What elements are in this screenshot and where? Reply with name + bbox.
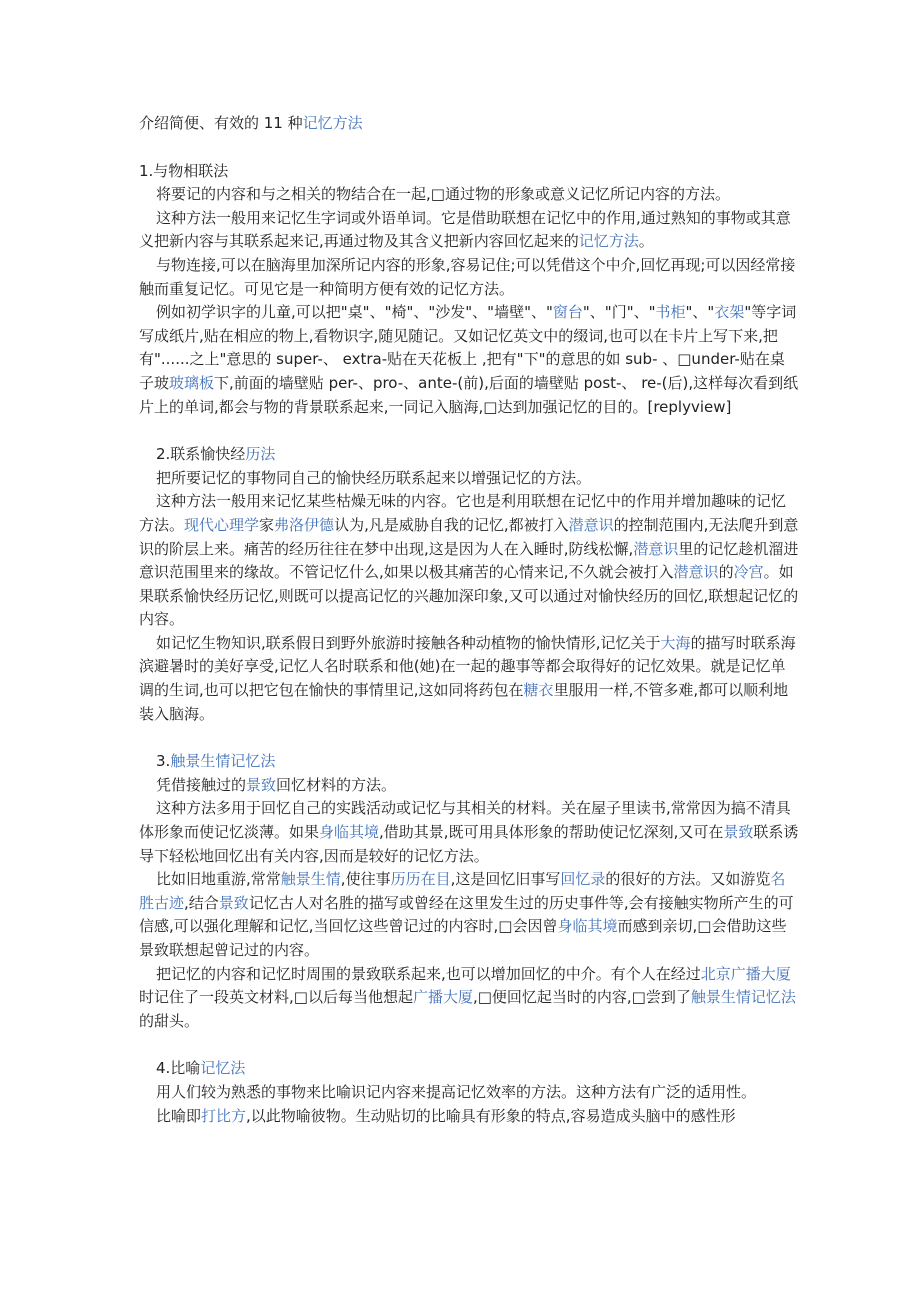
- paragraph: [139, 490, 799, 632]
- paragraph: [139, 1105, 799, 1129]
- term-link[interactable]: 景致: [218, 893, 249, 912]
- text-run: 记忆古人对名胜的描写或曾经在这里发生过的历史事件等,会有接触实物所产生的可信感,可以强化理解和记忆,当回忆这些曾记过的内容时,□会因曾: [139, 893, 794, 936]
- text-run: 介绍简便、有效的 11 种: [139, 114, 303, 132]
- text-run: ,这是回忆旧事写: [450, 870, 561, 889]
- text-run: 用人们较为熟悉的事物来比喻识记内容来提高记忆效率的方法。这种方法有广泛的适用性。: [156, 1082, 757, 1101]
- text-run: 这种方法一般用来记忆生字词或外语单词。它是借助联想在记忆中的作用,通过熟知的事物或其意义把新内容与其联系起来记,再通过物及其含义把新内容回忆起来的: [139, 208, 791, 251]
- term-link[interactable]: 名胜古迹: [139, 870, 786, 912]
- text-run: 里的记忆趁机溜进意识范围里来的缘故。不管记忆什么,如果以极其痛苦的心情来记,不久就会被打入: [139, 539, 799, 582]
- text-run: 与物连接,可以在脑海里加深所记内容的形象,容易记住;可以凭借这个中介,回忆再现;可以因经常接触而重复记忆。可见它是一种简明方便有效的记忆方法。: [139, 255, 796, 298]
- document-title: [139, 112, 799, 136]
- text-run: 比喻即: [156, 1106, 202, 1125]
- text-run: 而感到亲切,□会借助这些景致联想起曾记过的内容。: [139, 917, 787, 959]
- text-run: 例如初学识字的儿童,可以把"桌"、"椅"、"沙发"、"墙壁"、": [156, 303, 553, 322]
- text-run: 。: [638, 232, 654, 251]
- text-run: 的描写时联系海滨避暑时的美好享受,记忆人名时联系和他(她)在一起的趣事等都会取得好的记忆效果。就是记忆单调的生词,也可以把它包在愉快的事情里记,这如同将药包在: [139, 633, 796, 700]
- term-link[interactable]: 身临其境: [319, 823, 380, 842]
- term-link[interactable]: 玻璃板: [169, 373, 215, 392]
- term-link[interactable]: 历历在目: [390, 870, 451, 889]
- text-run: 。如果联系愉快经历记忆,则既可以提高记忆的兴趣加深印象,又可以通过对愉快经历的回忆,联想起记忆的内容。: [139, 563, 799, 629]
- section-heading: [139, 750, 799, 774]
- text-run: 的控制范围内,无法爬升到意识的阶层上来。痛苦的经历往往在梦中出现,这是因为人在入睡时,防线松懈,: [139, 515, 799, 558]
- term-link[interactable]: 糖衣: [523, 681, 554, 700]
- term-link[interactable]: 景致: [246, 775, 277, 794]
- paragraph: [139, 963, 799, 1034]
- paragraph: [139, 774, 799, 798]
- paragraph: [139, 1081, 799, 1105]
- term-link[interactable]: 北京广播大厦: [700, 964, 791, 983]
- term-link[interactable]: 记忆法: [200, 1059, 246, 1078]
- text-run: 回忆材料的方法。: [276, 775, 397, 794]
- term-link[interactable]: 触景生情记忆法: [690, 988, 796, 1007]
- text-run: "等字词写成纸片,贴在相应的物上,看物识字,随见随记。又如记忆英文中的缀词,也可以在卡片上写下来,把有"......之上"意思的 super-、 extra-贴在天花板上 ,把有"下"的意思的如 sub- 、□under-贴在桌子玻: [139, 303, 797, 392]
- term-link[interactable]: 窗台: [552, 303, 583, 322]
- text-run: 3.: [156, 752, 171, 771]
- text-run: 下,前面的墙壁贴 per-、pro-、ante-(前),后面的墙壁贴 post-、 re-(后),这样每次看到纸片上的单词,都会与物的背景联系起来,一同记入脑海,□达到加强记忆的目的。[replyview]: [139, 373, 799, 416]
- text-run: 时记住了一段英文材料,□以后每当他想起: [139, 988, 413, 1007]
- term-link[interactable]: 打比方: [201, 1106, 247, 1125]
- text-run: 的很好的方法。又如游览: [605, 870, 771, 889]
- paragraph: [139, 207, 799, 254]
- term-link[interactable]: 书柜: [655, 303, 686, 322]
- term-link[interactable]: 景致: [723, 823, 754, 842]
- term-link[interactable]: 冷宫: [733, 563, 764, 582]
- text-run: ,以此物喻彼物。生动贴切的比喻具有形象的特点,容易造成头脑中的感性形: [246, 1106, 736, 1125]
- section-1: [139, 160, 799, 420]
- section-2: [139, 443, 799, 726]
- term-link[interactable]: 潜意识: [568, 515, 614, 534]
- paragraph: [139, 467, 799, 491]
- text-run: 把记忆的内容和记忆时周围的景致联系起来,也可以增加回忆的中介。有个人在经过: [156, 964, 701, 983]
- text-run: 把所要记忆的事物同自己的愉快经历联系起来以增强记忆的方法。: [156, 468, 592, 487]
- text-run: 2.联系愉快经: [156, 445, 246, 464]
- text-run: 联系诱导下轻松地回忆出有关内容,因而是较好的记忆方法。: [139, 823, 799, 865]
- term-link[interactable]: 潜意识: [673, 563, 719, 582]
- text-run: 这种方法一般用来记忆某些枯燥无味的内容。它也是利用联想在记忆中的作用并增加趣味的记忆方法。: [139, 492, 787, 534]
- text-run: 家: [259, 515, 275, 534]
- paragraph: [139, 797, 799, 868]
- term-link[interactable]: 触景生情: [280, 870, 341, 889]
- section-heading: [139, 160, 799, 184]
- text-run: 如记忆生物知识,联系假日到野外旅游时接触各种动植物的愉快情形,记忆关于: [156, 633, 661, 652]
- text-run: 凭借接触过的: [156, 775, 247, 794]
- text-run: 4.比喻: [156, 1059, 201, 1078]
- text-run: 比如旧地重游,常常: [156, 870, 281, 889]
- paragraph: [139, 301, 799, 419]
- term-link[interactable]: 记忆方法: [302, 114, 363, 132]
- section-3: [139, 750, 799, 1033]
- text-run: 的甜头。: [139, 1011, 200, 1030]
- paragraph: [139, 254, 799, 301]
- text-run: 这种方法多用于回忆自己的实践活动或记忆与其相关的材料。关在屋子里读书,常常因为搞不清具体形象而使记忆淡薄。如果: [139, 799, 791, 842]
- text-run: 将要记的内容和与之相关的物结合在一起,□通过物的形象或意义记忆所记内容的方法。: [156, 185, 730, 204]
- document-page: [139, 112, 799, 1152]
- text-run: "、": [685, 303, 715, 322]
- text-run: 里服用一样,不管多难,都可以顺利地装入脑海。: [139, 681, 789, 723]
- term-link[interactable]: 广播大厦: [412, 988, 473, 1007]
- section-4: [139, 1057, 799, 1128]
- text-run: 认为,凡是威胁自我的记忆,都被打入: [334, 515, 569, 534]
- section-heading: [139, 1057, 799, 1081]
- text-run: ,□便回忆起当时的内容,□尝到了: [472, 988, 691, 1007]
- term-link[interactable]: 衣架: [714, 303, 745, 322]
- text-run: 1.与物相联法: [139, 161, 229, 180]
- text-run: "、"门"、": [582, 303, 656, 322]
- term-link[interactable]: 身临其境: [557, 917, 618, 936]
- term-link[interactable]: 现代心理学: [184, 515, 260, 534]
- term-link[interactable]: 弗洛伊德: [274, 515, 335, 534]
- term-link[interactable]: 历法: [245, 445, 276, 464]
- paragraph: [139, 183, 799, 207]
- paragraph: [139, 868, 799, 962]
- term-link[interactable]: 大海: [660, 633, 691, 652]
- paragraph: [139, 632, 799, 726]
- term-link[interactable]: 触景生情记忆法: [170, 752, 276, 771]
- text-run: ,使往事: [340, 870, 391, 889]
- text-run: ,结合: [184, 893, 219, 912]
- term-link[interactable]: 潜意识: [633, 539, 679, 558]
- text-run: ,借助其景,既可用具体形象的帮助使记忆深刻,又可在: [379, 823, 724, 842]
- section-heading: [139, 443, 799, 467]
- text-run: 的: [718, 563, 734, 582]
- term-link[interactable]: 回忆录: [560, 870, 606, 889]
- term-link[interactable]: 记忆方法: [578, 232, 639, 251]
